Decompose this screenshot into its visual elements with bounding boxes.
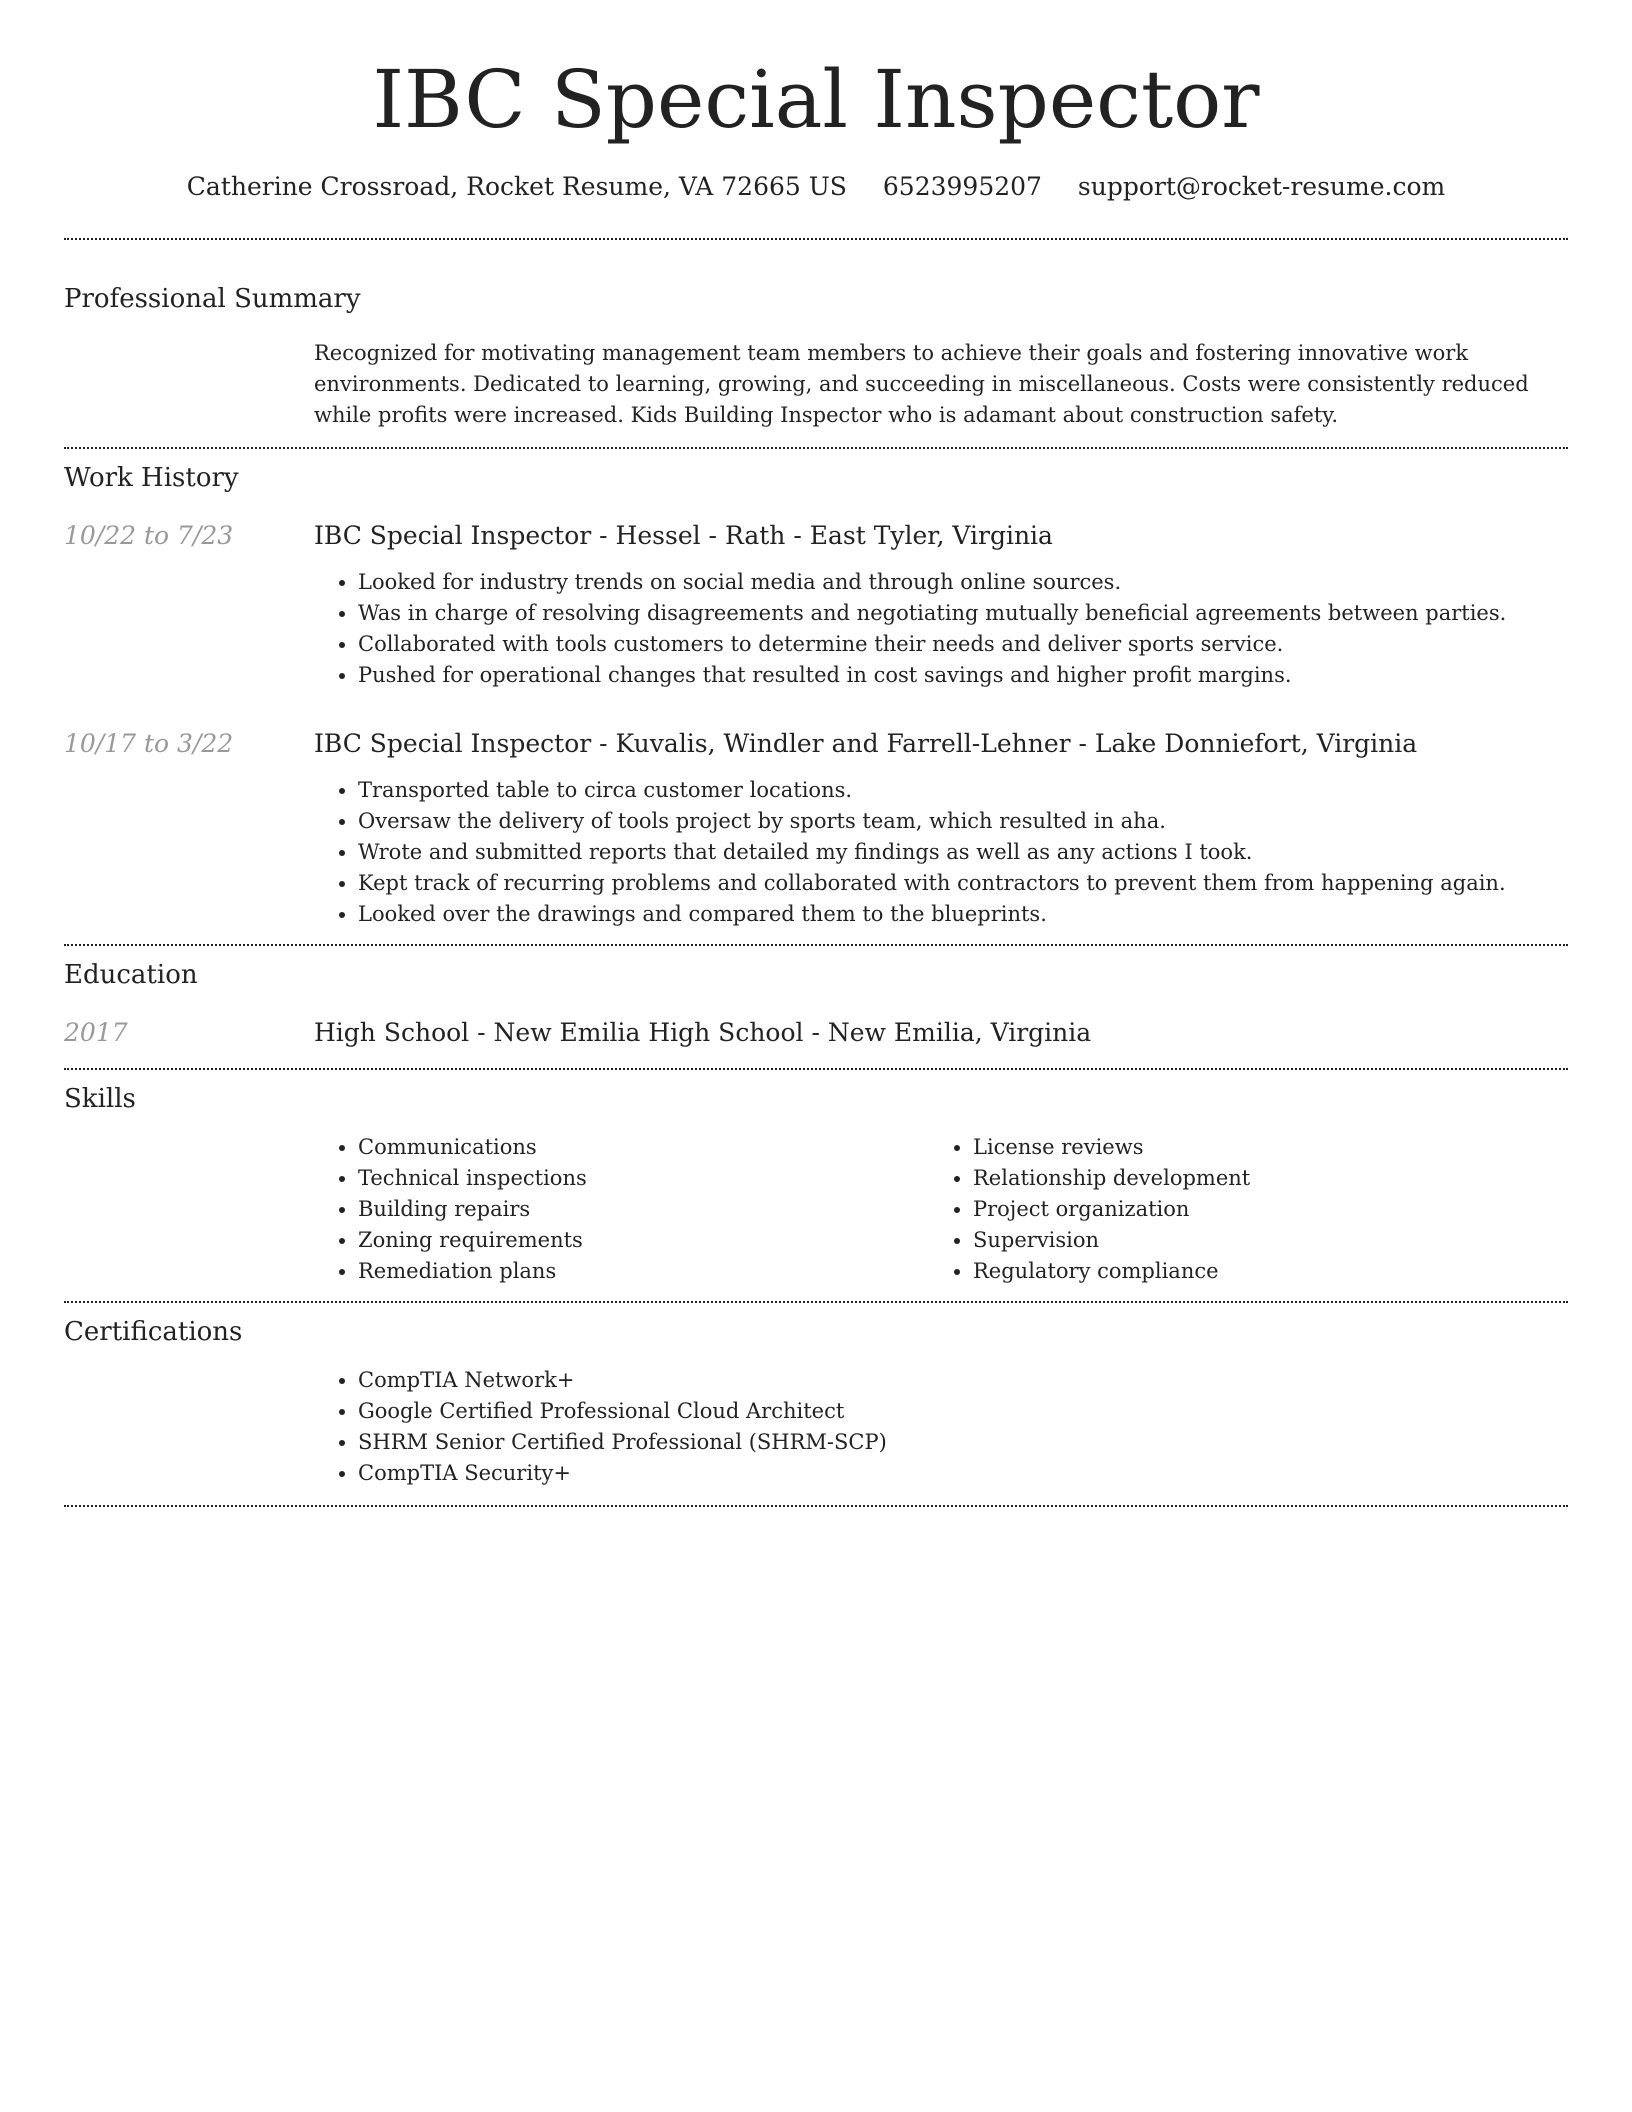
- certification-item: • CompTIA Security+: [358, 1458, 1568, 1489]
- skill-item: • Remediation plans: [358, 1256, 929, 1287]
- skills-columns: [314, 1132, 1568, 1287]
- skill-item: • License reviews: [973, 1132, 1544, 1163]
- job-bullet: • Collaborated with tools customers to determine their needs and deliver sports service.: [358, 629, 1568, 660]
- skills-list-right: [929, 1132, 1544, 1287]
- education-entry: [64, 1016, 1568, 1050]
- job-position: IBC Special Inspector: [314, 729, 592, 758]
- work-history-title: Work History: [64, 463, 239, 493]
- job-entry: [64, 727, 1568, 930]
- summary-text: Recognized for motivating management team members to achieve their goals and fostering innovative work environments. Dedicated to learning, growing, and succeeding in miscellaneous. Costs were consistently reduced while profits were increased. Kids Building Inspector who is adamant about construction safety.: [314, 341, 1529, 427]
- skill-item: • Building repairs: [358, 1194, 929, 1225]
- certification-item: • Google Certified Professional Cloud Architect: [358, 1396, 1568, 1427]
- job-details: - Kuvalis, Windler and Farrell-Lehner - Lake Donniefort, Virginia: [591, 729, 1418, 758]
- skill-item: • Regulatory compliance: [973, 1256, 1544, 1287]
- job-heading: [314, 727, 1568, 761]
- education-date: 2017: [64, 1018, 128, 1047]
- certifications-list: [314, 1365, 1568, 1489]
- job-details: - Hessel - Rath - East Tyler, Virginia: [591, 521, 1053, 550]
- contact-phone: 6523995207: [882, 172, 1042, 201]
- job-entry: [64, 519, 1568, 691]
- skill-item: • Relationship development: [973, 1163, 1544, 1194]
- job-bullets: [314, 567, 1568, 691]
- job-date: 10/22 to 7/23: [64, 521, 234, 550]
- education-degree: High School: [314, 1018, 470, 1047]
- skill-item: • Zoning requirements: [358, 1225, 929, 1256]
- skills-list-left: [314, 1132, 929, 1287]
- job-heading: [314, 519, 1568, 553]
- job-bullet: • Kept track of recurring problems and collaborated with contractors to prevent them from happening again.: [358, 868, 1568, 899]
- education-heading: [314, 1016, 1568, 1050]
- contact-line: [64, 170, 1568, 204]
- job-bullet: • Wrote and submitted reports that detailed my findings as well as any actions I took.: [358, 837, 1568, 868]
- education-section: [64, 946, 1568, 1068]
- certification-item: • CompTIA Network+: [358, 1365, 1568, 1396]
- job-bullet: • Was in charge of resolving disagreements and negotiating mutually beneficial agreements between parties.: [358, 598, 1568, 629]
- certifications-divider: [64, 1505, 1568, 1507]
- job-body: [314, 727, 1568, 930]
- job-bullets: [314, 775, 1568, 930]
- job-bullet: • Looked for industry trends on social media and through online sources.: [358, 567, 1568, 598]
- certification-item: • SHRM Senior Certified Professional (SHRM-SCP): [358, 1427, 1568, 1458]
- job-date: 10/17 to 3/22: [64, 729, 234, 758]
- summary-section: [64, 240, 1568, 431]
- skill-item: • Supervision: [973, 1225, 1544, 1256]
- job-body: [314, 519, 1568, 691]
- education-title: Education: [64, 960, 198, 990]
- work-history-section: [64, 449, 1568, 944]
- job-bullet: • Oversaw the delivery of tools project by sports team, which resulted in aha.: [358, 806, 1568, 837]
- job-bullet: • Transported table to circa customer locations.: [358, 775, 1568, 806]
- skill-item: • Technical inspections: [358, 1163, 929, 1194]
- certifications-section: [64, 1303, 1568, 1489]
- education-details: - New Emilia High School - New Emilia, Virginia: [469, 1018, 1092, 1047]
- summary-title: Professional Summary: [64, 284, 361, 314]
- skills-title: Skills: [64, 1084, 136, 1114]
- resume-name: IBC Special Inspector: [372, 53, 1260, 146]
- contact-address: Catherine Crossroad, Rocket Resume, VA 72665 US: [186, 172, 847, 201]
- skill-item: • Project organization: [973, 1194, 1544, 1225]
- certifications-title: Certifications: [64, 1317, 243, 1347]
- job-bullet: • Pushed for operational changes that resulted in cost savings and higher profit margins.: [358, 660, 1568, 691]
- education-body: [314, 1016, 1568, 1050]
- job-bullet: • Looked over the drawings and compared them to the blueprints.: [358, 899, 1568, 930]
- job-position: IBC Special Inspector: [314, 521, 592, 550]
- skill-item: • Communications: [358, 1132, 929, 1163]
- contact-email: support@rocket-resume.com: [1077, 172, 1446, 201]
- skills-section: [64, 1070, 1568, 1287]
